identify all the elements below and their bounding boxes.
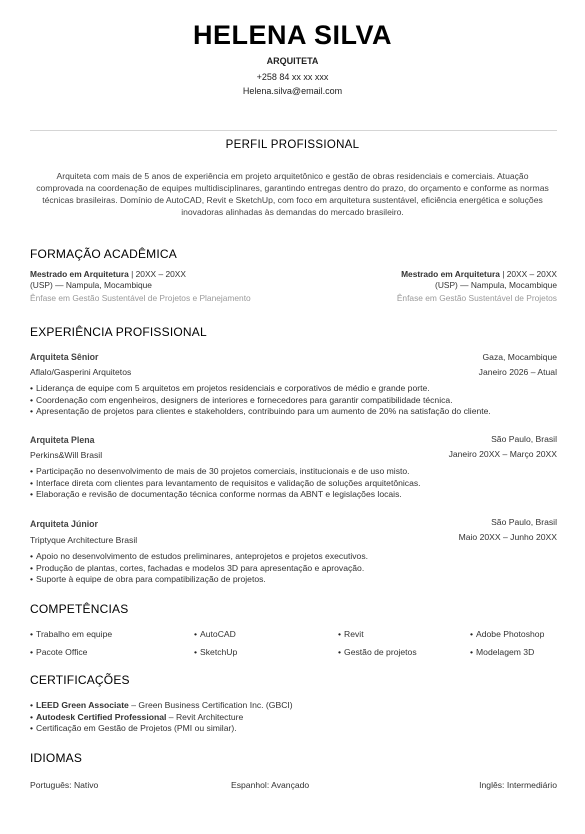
certification-item (30, 700, 293, 712)
education-degree-line (297, 269, 557, 280)
job-bullet: • Produção de plantas, cortes, fachadas e modelos 3D para apresentação e aprovação. (30, 563, 368, 575)
education-note: Ênfase em Gestão Sustentável de Projetos e Planejamento (30, 293, 251, 303)
phone-number: +258 84 xx xx xxx (256, 72, 329, 82)
job-location: São Paulo, Brasil (491, 434, 557, 444)
job-bullet: • Interface direta com clientes para levantamento de requisitos e validação de soluções arquitetônicas. (30, 478, 421, 490)
job-company: Perkins&Will Brasil (30, 450, 103, 460)
job-location: Gaza, Mocambique (482, 352, 557, 362)
certifications-list (30, 700, 293, 735)
language-item: Inglês: Intermediário (479, 780, 557, 790)
skill-item: • AutoCAD (194, 629, 236, 639)
job-company: Triptyque Architecture Brasil (30, 535, 138, 545)
profile-section-title: PERFIL PROFISSIONAL (225, 139, 360, 151)
certification-item (30, 723, 293, 735)
job-bullets (30, 466, 421, 501)
candidate-name: HELENA SILVA (192, 20, 392, 50)
job-title: Arquiteta Sênior (30, 352, 99, 362)
education-note: Ênfase em Gestão Sustentável de Projetos (396, 293, 557, 303)
job-bullet: • Coordenação com engenheiros, designers de interiores e fornecedores para garantir compatibilidade técnica. (30, 395, 491, 407)
job-location: São Paulo, Brasil (491, 517, 557, 527)
email-address: Helena.silva@email.com (242, 86, 343, 96)
job-bullets (30, 383, 491, 418)
job-title: Arquiteta Júnior (30, 519, 98, 529)
job-bullet: • Participação no desenvolvimento de mais de 30 projetos comerciais, institucionais e de uso misto. (30, 466, 421, 478)
experience-section-title: EXPERIÊNCIA PROFISSIONAL (30, 325, 207, 339)
education-school: (USP) — Nampula, Mocambique (30, 280, 152, 290)
education-entry (30, 269, 300, 304)
education-dates: | 20XX – 20XX (499, 269, 557, 279)
skill-item: • Gestão de projetos (338, 647, 417, 657)
certification-detail: – Green Business Certification Inc. (GBCI) (128, 700, 293, 710)
education-degree-line (30, 269, 300, 280)
skill-item: • Modelagem 3D (470, 647, 534, 657)
education-section-title: FORMAÇÃO ACADÊMICA (30, 247, 177, 261)
education-dates: | 20XX – 20XX (128, 269, 186, 279)
skill-item: • Pacote Office (30, 647, 87, 657)
education-degree: Mestrado em Arquitetura (401, 269, 500, 279)
job-title: Arquiteta Plena (30, 435, 95, 445)
job-bullet: • Suporte à equipe de obra para compatibilização de projetos. (30, 574, 368, 586)
job-dates: Maio 20XX – Junho 20XX (458, 532, 557, 542)
certification-name: LEED Green Associate (36, 700, 129, 710)
education-entry (297, 269, 557, 304)
job-bullet: • Liderança de equipe com 5 arquitetos em projetos residenciais e corporativos de médio e grande porte. (30, 383, 491, 395)
skill-item: • SketchUp (194, 647, 237, 657)
candidate-role: ARQUITETA (266, 56, 319, 66)
header-divider (30, 130, 557, 131)
education-degree: Mestrado em Arquitetura (30, 269, 129, 279)
skill-item: • Adobe Photoshop (470, 629, 544, 639)
job-dates: Janeiro 20XX – Março 20XX (448, 449, 557, 459)
skills-section-title: COMPETÊNCIAS (30, 602, 129, 616)
certification-detail: – Revit Architecture (166, 711, 244, 722)
language-item: Espanhol: Avançado (231, 780, 310, 790)
job-bullet: • Apresentação de projetos para clientes e stakeholders, contribuindo para um aumento de 20% na satisfação do cliente. (30, 406, 491, 418)
job-bullet: • Elaboração e revisão de documentação técnica conforme normas da ABNT e legislações locais. (30, 489, 421, 501)
certification-detail: Certificação em Gestão de Projetos (PMI ou similar). (36, 723, 237, 734)
certifications-section-title: CERTIFICAÇÕES (30, 673, 130, 687)
education-school: (USP) — Nampula, Mocambique (435, 280, 557, 290)
certification-name: Autodesk Certified Professional (36, 711, 167, 722)
languages-section-title: IDIOMAS (30, 751, 83, 765)
job-bullets (30, 551, 368, 586)
language-item: Português: Nativo (30, 780, 99, 790)
skill-item: • Trabalho em equipe (30, 629, 112, 639)
profile-summary: Arquiteta com mais de 5 anos de experiência em projeto arquitetônico e gestão de obras residenciais e comerciais. Atuação comprovada na coordenação de equipes multidisciplinares, garantindo entregas dentro do prazo, do orçamento e conforme as normas técnicas brasileiras. Domínio de AutoCAD, Revit e SketchUp, com foco em arquitetura sustentável, eficiência energética e soluções inovadoras alinhadas às demandas do mercado brasileiro. (36, 171, 549, 217)
certification-item (30, 712, 293, 724)
skill-item: • Revit (338, 629, 364, 639)
job-bullet: • Apoio no desenvolvimento de estudos preliminares, anteprojetos e projetos executivos. (30, 551, 368, 563)
job-company: Aflalo/Gasperini Arquitetos (30, 367, 132, 377)
job-dates: Janeiro 2026 – Atual (478, 367, 557, 377)
